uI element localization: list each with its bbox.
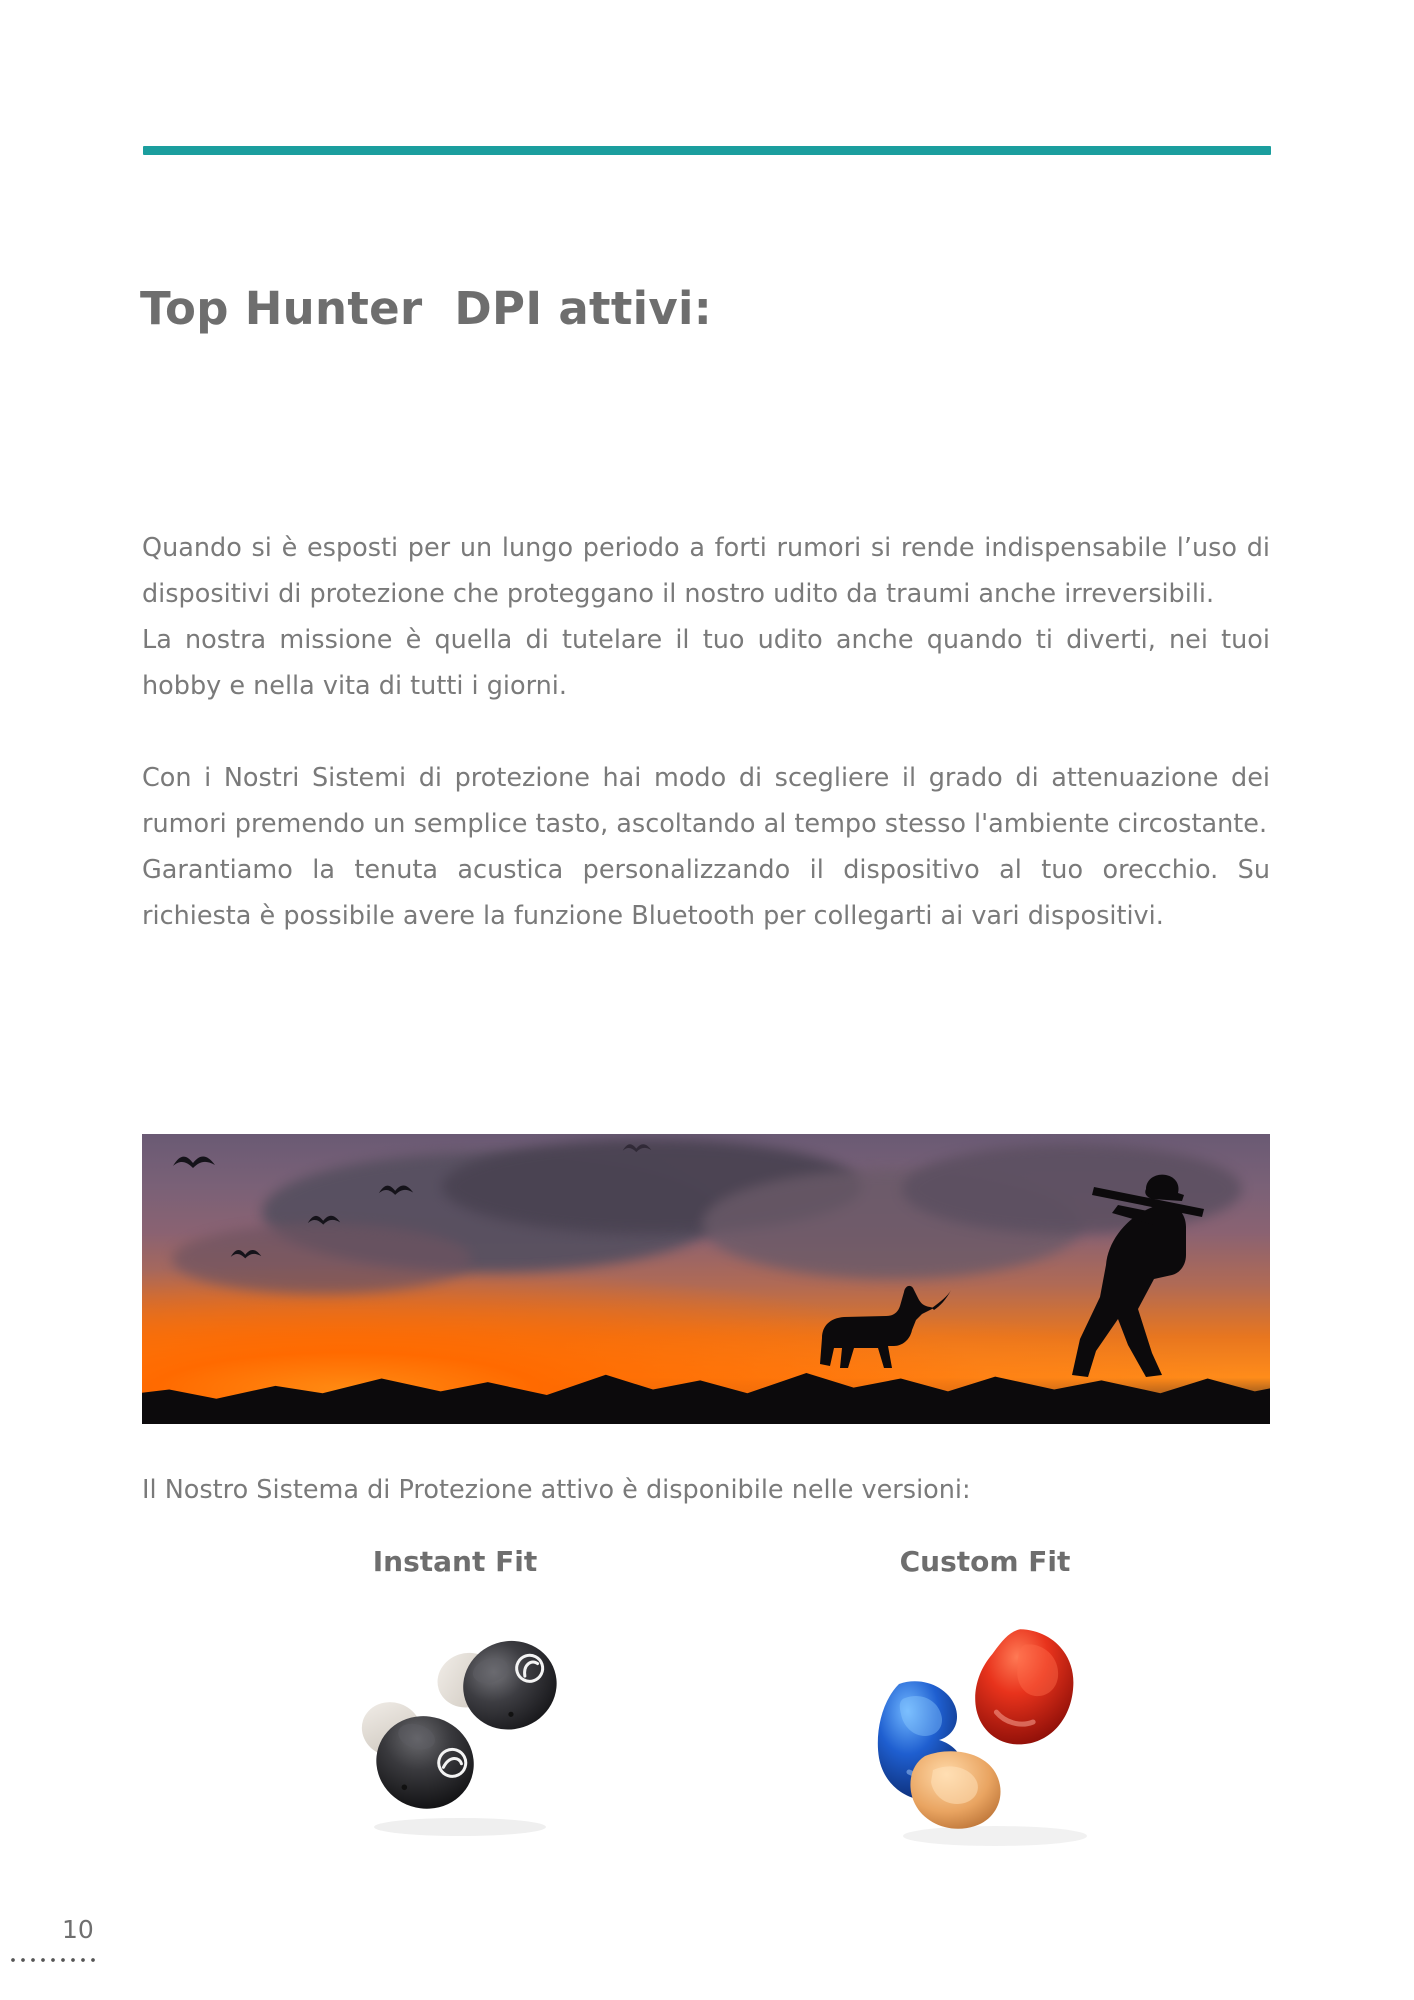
dog-silhouette xyxy=(782,1268,952,1378)
bird-silhouette-icon xyxy=(230,1244,262,1264)
page-number: 10 xyxy=(62,1915,94,1944)
black-wireless-earbuds-photo xyxy=(300,1605,600,1845)
custom-molded-earpieces-photo xyxy=(855,1600,1135,1850)
footer-dotted-rule xyxy=(8,1957,98,1963)
hunter-with-dog-at-sunset-photo xyxy=(142,1134,1270,1424)
paragraph-3: Con i Nostri Sistemi di protezione hai modo di scegliere il grado di attenuazione dei rumori premendo un semplice tasto, ascoltando al tempo stesso l'ambiente circostante. xyxy=(142,763,1270,839)
page-title: Top Hunter DPI attivi: xyxy=(140,282,713,335)
bird-silhouette-icon xyxy=(307,1210,341,1230)
paragraph-4: Garantiamo la tenuta acustica personalizzando il dispositivo al tuo orecchio. Su richiesta è possibile avere la funzione Bluetooth per collegarti ai vari dispositivi. xyxy=(142,855,1270,931)
bird-silhouette-icon xyxy=(378,1180,414,1200)
bird-silhouette-icon xyxy=(622,1138,652,1158)
image-caption: Il Nostro Sistema di Protezione attivo è disponibile nelle versioni: xyxy=(142,1475,971,1505)
paragraph-2: La nostra missione è quella di tutelare il tuo udito anche quando ti diverti, nei tuoi hobby e nella vita di tutti i giorni. xyxy=(142,625,1270,701)
header-accent-rule xyxy=(143,146,1271,155)
version-label-instant-fit: Instant Fit xyxy=(372,1545,538,1578)
paragraph-1: Quando si è esposti per un lungo periodo a forti rumori si rende indispensabile l’uso di dispositivi di protezione che proteggano il nostro udito da traumi anche irreversibili. xyxy=(142,533,1270,609)
hunter-silhouette xyxy=(1034,1169,1234,1384)
cloud-shape xyxy=(172,1224,472,1294)
body-copy xyxy=(142,525,1270,939)
bird-silhouette-icon xyxy=(172,1152,216,1172)
version-label-custom-fit: Custom Fit xyxy=(899,1545,1071,1578)
